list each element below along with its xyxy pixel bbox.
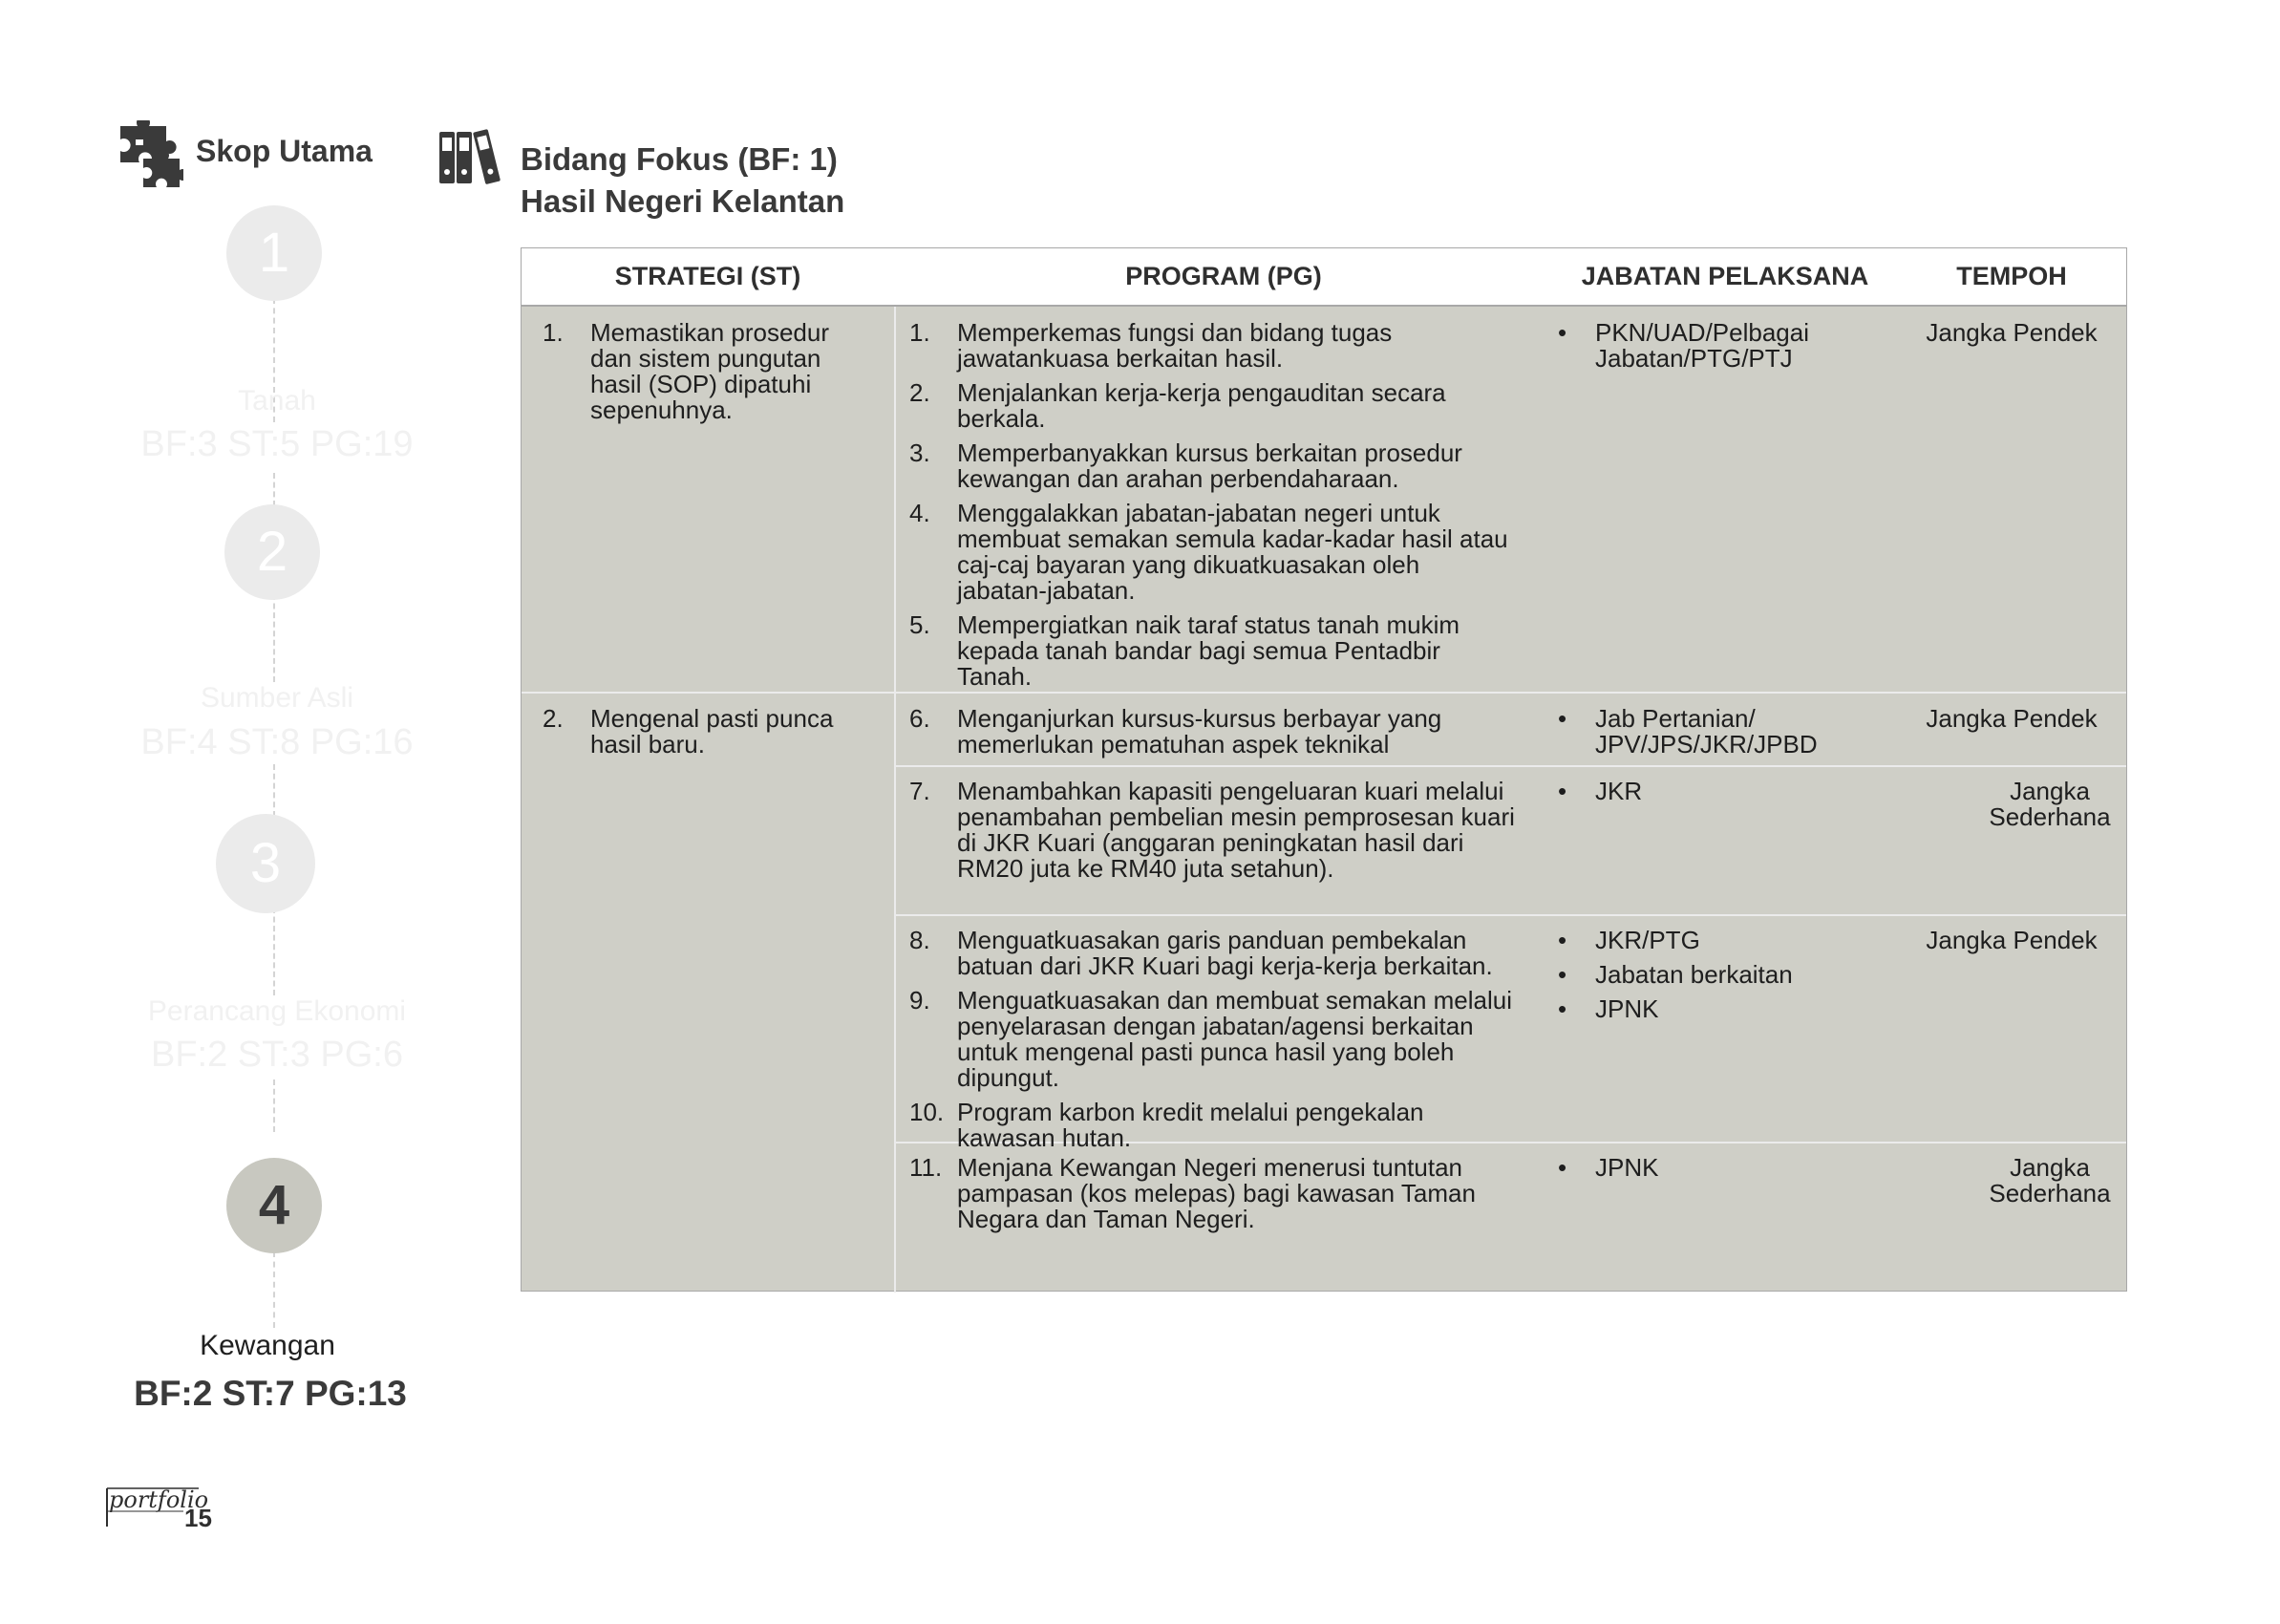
tempoh-cell: Jangka Sederhana <box>1989 1153 2111 1207</box>
step-4-stats: BF:2 ST:7 PG:13 <box>134 1374 407 1413</box>
table-body <box>522 305 2126 1291</box>
agency-cell <box>1558 928 1873 1031</box>
skop-utama-header <box>115 120 401 197</box>
strategy-item <box>543 320 877 423</box>
program-item <box>909 779 1516 882</box>
tempoh-cell: Jangka Pendek <box>1926 926 2098 954</box>
program-text: Memperbanyakkan kursus berkaitan prosedur kewangan dan arahan perbendaharaan. <box>957 438 1462 493</box>
program-number: 7. <box>909 777 930 805</box>
strategy-cell <box>543 706 877 766</box>
bullet-icon: • <box>1558 994 1567 1023</box>
tempoh-cell: Jangka Pendek <box>1926 704 2098 733</box>
program-text: Menambahkan kapasiti pengeluaran kuari melalui penambahan pembelian mesin pemprosesan kuari di JKR Kuari (anggaran peningkatan hasil dari RM20 juta ke RM40 juta setahun). <box>957 777 1515 883</box>
step-1-circle[interactable]: 1 <box>226 205 322 301</box>
timeline-connector <box>273 1079 275 1132</box>
program-number: 6. <box>909 704 930 733</box>
strategy-table <box>521 247 2127 1292</box>
step-1-stats: BF:3 ST:5 PG:19 <box>140 424 414 464</box>
program-number: 4. <box>909 499 930 527</box>
program-text: Menggalakkan jabatan-jabatan negeri untuk membuat semakan semula kadar-kadar hasil atau caj-caj bayaran yang dikuatkuasakan oleh jabatan-jabatan. <box>957 499 1508 605</box>
portfolio-logo-text: portfolio <box>109 1486 208 1513</box>
strategy-text: Memastikan prosedur dan sistem pungutan hasil (SOP) dipatuhi sepenuhnya. <box>590 318 829 424</box>
timeline-connector <box>273 1251 275 1328</box>
bullet-icon: • <box>1558 777 1567 805</box>
col-header-tempoh: TEMPOH <box>1956 262 2067 290</box>
agency-item <box>1558 962 1873 988</box>
agency-cell <box>1558 320 1873 380</box>
agency-text: JPNK <box>1595 994 1659 1023</box>
step-2-stats: BF:4 ST:8 PG:16 <box>140 722 414 762</box>
program-cell <box>909 928 1516 1160</box>
step-2-name: Sumber Asli <box>200 682 354 714</box>
col-header-strategi: STRATEGI (ST) <box>614 262 801 290</box>
step-2-circle[interactable]: 2 <box>224 504 320 600</box>
program-number: 5. <box>909 610 930 639</box>
program-text: Memperkemas fungsi dan bidang tugas jawatankuasa berkaitan hasil. <box>957 318 1393 373</box>
agency-cell <box>1558 706 1873 766</box>
bidang-fokus-subtitle: Hasil Negeri Kelantan <box>521 183 845 219</box>
agency-item <box>1558 320 1873 372</box>
program-number: 10. <box>909 1098 945 1126</box>
strategy-number: 1. <box>543 318 564 347</box>
program-item <box>909 380 1516 432</box>
program-text: Mempergiatkan naik taraf status tanah mukim kepada tanah bandar bagi semua Pentadbir Tanah. <box>957 610 1460 691</box>
step-4-name: Kewangan <box>200 1330 335 1361</box>
agency-item <box>1558 779 1873 804</box>
timeline-connector <box>273 908 275 995</box>
strategy-cell <box>543 320 877 432</box>
row-divider <box>894 914 2126 916</box>
col-header-jabatan: JABATAN PELAKSANA <box>1581 262 1869 290</box>
program-cell <box>909 320 1516 698</box>
puzzle-icon <box>115 120 183 189</box>
program-number: 2. <box>909 378 930 407</box>
program-text: Program karbon kredit melalui pengekalan kawasan hutan. <box>957 1098 1424 1152</box>
program-item <box>909 1100 1516 1151</box>
program-item <box>909 1155 1516 1232</box>
agency-text: JKR/PTG <box>1595 926 1700 954</box>
program-text: Menjana Kewangan Negeri menerusi tuntutan pampasan (kos melepas) bagi kawasan Taman Negara dan Taman Negeri. <box>957 1153 1476 1233</box>
bidang-fokus-title: Bidang Fokus (BF: 1) <box>521 141 838 177</box>
agency-item <box>1558 706 1873 758</box>
program-item <box>909 320 1516 372</box>
program-cell <box>909 779 1516 890</box>
strategy-text: Mengenal pasti punca hasil baru. <box>590 704 834 759</box>
column-divider <box>894 307 896 1293</box>
program-item <box>909 928 1516 979</box>
program-item <box>909 440 1516 492</box>
bullet-icon: • <box>1558 704 1567 733</box>
agency-cell <box>1558 1155 1873 1189</box>
col-header-program: PROGRAM (PG) <box>1125 262 1322 290</box>
bullet-icon: • <box>1558 1153 1567 1182</box>
program-number: 8. <box>909 926 930 954</box>
step-3-name: Perancang Ekonomi <box>147 995 407 1027</box>
program-item <box>909 706 1516 758</box>
bullet-icon: • <box>1558 318 1567 347</box>
step-4-circle[interactable]: 4 <box>226 1158 322 1253</box>
program-item <box>909 612 1516 690</box>
strategy-number: 2. <box>543 704 564 733</box>
bullet-icon: • <box>1558 926 1567 954</box>
step-1-name: Tanah <box>238 385 316 417</box>
timeline-connector <box>273 764 275 817</box>
step-3-circle[interactable]: 3 <box>216 814 315 913</box>
strategy-item <box>543 706 877 758</box>
program-number: 11. <box>909 1153 943 1182</box>
agency-text: Jabatan berkaitan <box>1595 960 1793 989</box>
program-number: 1. <box>909 318 930 347</box>
agency-text: PKN/UAD/Pelbagai Jabatan/PTG/PTJ <box>1595 318 1809 373</box>
program-number: 9. <box>909 986 930 1015</box>
agency-cell <box>1558 779 1873 813</box>
program-text: Menjalankan kerja-kerja pengauditan secara berkala. <box>957 378 1446 433</box>
program-text: Menguatkuasakan garis panduan pembekalan batuan dari JKR Kuari bagi kerja-kerja berkaitan. <box>957 926 1493 980</box>
program-cell <box>909 1155 1516 1241</box>
page-number: 15 <box>184 1504 212 1532</box>
agency-item <box>1558 996 1873 1022</box>
skop-utama-title: Skop Utama <box>196 134 373 168</box>
program-number: 3. <box>909 438 930 467</box>
timeline-connector <box>273 473 275 506</box>
bullet-icon: • <box>1558 960 1567 989</box>
program-text: Menguatkuasakan dan membuat semakan melalui penyelarasan dengan jabatan/agensi berkaitan untuk mengenal pasti punca hasil yang boleh dipungut. <box>957 986 1513 1092</box>
agency-item <box>1558 928 1873 953</box>
agency-text: JPNK <box>1595 1153 1659 1182</box>
agency-item <box>1558 1155 1873 1181</box>
program-cell <box>909 706 1516 766</box>
tempoh-cell: Jangka Pendek <box>1926 318 2098 347</box>
timeline-connector <box>273 594 275 682</box>
program-item <box>909 988 1516 1091</box>
binders-icon <box>437 124 504 187</box>
tempoh-cell: Jangka Sederhana <box>1989 777 2111 831</box>
program-item <box>909 501 1516 604</box>
agency-text: JKR <box>1595 777 1643 805</box>
step-3-stats: BF:2 ST:3 PG:6 <box>151 1035 403 1075</box>
program-text: Menganjurkan kursus-kursus berbayar yang memerlukan pematuhan aspek teknikal <box>957 704 1442 759</box>
agency-text: Jab Pertanian/ JPV/JPS/JKR/JPBD <box>1595 704 1818 759</box>
